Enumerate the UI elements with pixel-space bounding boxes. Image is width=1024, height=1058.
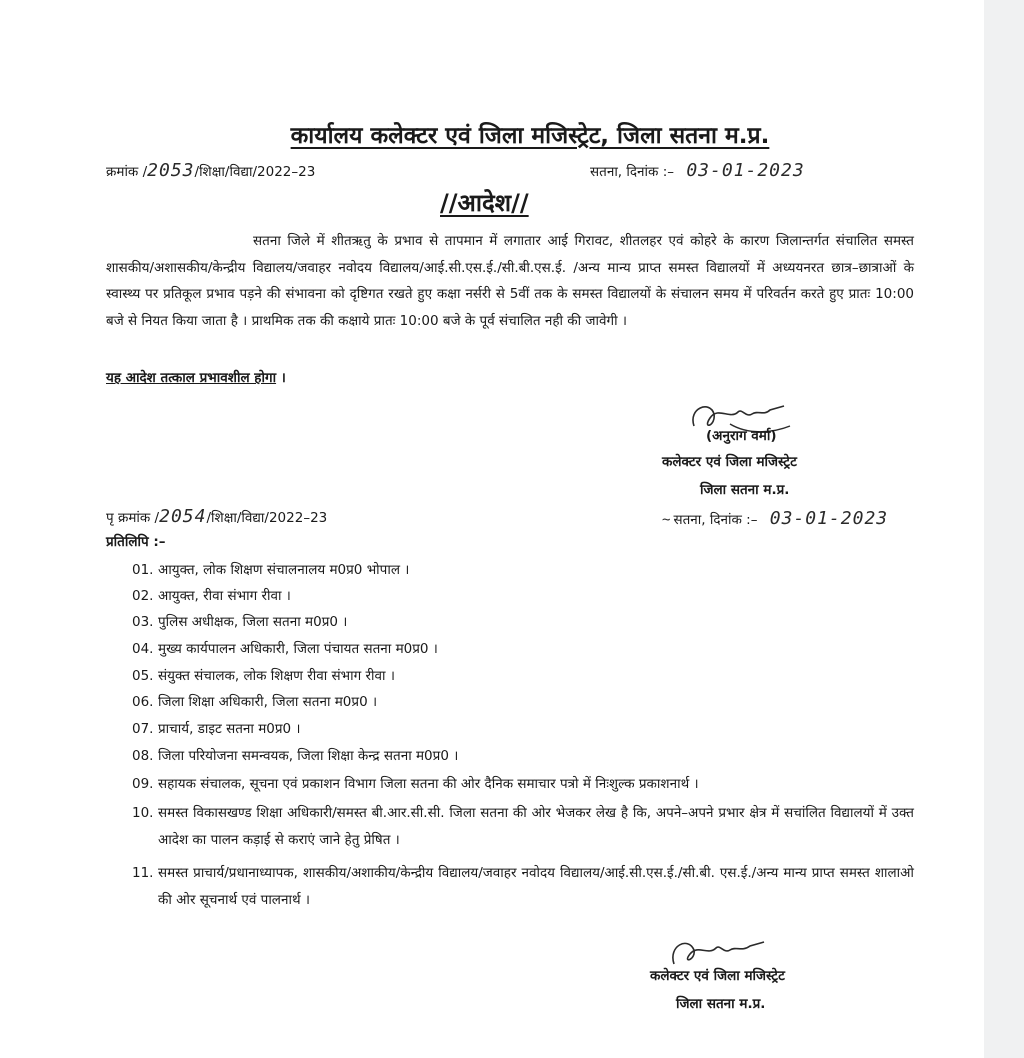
copy-list-item: 02. आयुक्त, रीवा संभाग रीवा । [132,588,291,604]
copy-list-item: 10. समस्त विकासखण्ड शिक्षा अधिकारी/समस्त बी.आर.सी.सी. जिला सतना की ओर भेजकर लेख है कि, अपने–अपने प्रभार क्षेत्र में सचांलित विद्यालयों में उक्त आदेश का पालन कड़ाई से कराएं जाने हेतु प्रेषित । [132,805,914,848]
copy-reference-number [106,506,327,527]
date-prefix: सतना, दिनांक :– [590,164,675,180]
signatory-place-2: जिला सतना म.प्र. [676,996,766,1012]
copy-list-item: 09. सहायक संचालक, सूचना एवं प्रकाशन विभाग जिला सतना की ओर दैनिक समाचार पत्रो में निःशुल्क प्रकाशनार्थ । [132,776,699,792]
copy-date [662,508,888,529]
reference-prefix: क्रमांक / [106,164,148,180]
copy-list-item: 04. मुख्य कार्यपालन अधिकारी, जिला पंचायत सतना म0प्र0 । [132,641,438,657]
effective-end: । [276,370,286,386]
initials-mark: ~ [662,512,672,528]
copy-date-handwritten: 03-01-2023 [769,508,889,529]
order-heading: //आदेश// [440,189,529,217]
reference-number-handwritten: 2053 [147,160,195,181]
signatory-designation: कलेक्टर एवं जिला मजिस्ट्रेट [662,454,797,470]
copy-list-item: 08. जिला परियोजना समन्वयक, जिला शिक्षा केन्द्र सतना म0प्र0 । [132,748,459,764]
order-date [590,160,805,181]
copy-date-prefix: सतना, दिनांक :– [673,512,758,528]
office-title: कार्यालय कलेक्टर एवं जिला मजिस्ट्रेट, जिला सतना म.प्र. [290,123,770,149]
reference-suffix: /शिक्षा/विद्या/2022–23 [194,164,316,180]
copy-list-item: 03. पुलिस अधीक्षक, जिला सतना म0प्र0 । [132,614,348,630]
signatory-place: जिला सतना म.प्र. [700,482,790,498]
copy-list-item: 01. आयुक्त, लोक शिक्षण संचालनालय म0प्र0 भोपाल । [132,562,410,578]
copy-list-item: 07. प्राचार्य, डाइट सतना म0प्र0 । [132,721,301,737]
copy-list-item: 11. समस्त प्राचार्य/प्रधानाध्यापक, शासकीय/अशाकीय/केन्द्रीय विद्यालय/जवाहर नवोदय विद्यालय/आई.सी.एस.ई./सी.बी. एस.ई./अन्य मान्य प्राप्त समस्त शालाओ की ओर सूचनार्थ एवं पालनार्थ । [132,865,914,908]
page-edge [984,0,1024,1058]
copy-list-item: 05. संयुक्त संचालक, लोक शिक्षण रीवा संभाग रीवा । [132,668,395,684]
copy-reference-prefix: पृ क्रमांक / [106,510,160,526]
copy-reference-number-handwritten: 2054 [159,506,207,527]
date-handwritten: 03-01-2023 [686,160,805,181]
copy-label: प्रतिलिपि :– [106,534,166,550]
copy-reference-suffix: /शिक्षा/विद्या/2022–23 [206,510,328,526]
effective-statement [106,368,286,386]
reference-number [106,160,315,181]
effective-text: यह आदेश तत्काल प्रभावशील होगा [106,370,277,386]
order-paragraph: सतना जिले में शीतऋतु के प्रभाव से तापमान में लगातार आई गिरावट, शीतलहर एवं कोहरे के कारण जिलान्तर्गत संचालित समस्त शासकीय/अशासकीय/केन्द्रीय विद्यालय/जवाहर नवोदय विद्यालय/आई.सी.एस.ई./सी.बी.एस.ई. /अन्य मान्य प्राप्त समस्त विद्यालयों में अध्ययनरत छात्र–छात्राओं के स्वास्थ्य पर प्रतिकूल प्रभाव पड़ने की संभावना को दृष्टिगत रखते हुए कक्षा नर्सरी से 5वीं तक के समस्त विद्यालयों के संचालन समय में परिवर्तन करते हुए प्रातः 10:00 बजे से नियत किया जाता है । प्राथमिक तक की कक्षाये प्रातः 10:00 बजे के पूर्व संचालित नही की जावेगी । [106,233,914,329]
signatory-name: (अनुराग वर्मा) [706,428,777,444]
signatory-designation-2: कलेक्टर एवं जिला मजिस्ट्रेट [650,968,785,984]
copy-list-item: 06. जिला शिक्षा अधिकारी, जिला सतना म0प्र0 । [132,694,378,710]
